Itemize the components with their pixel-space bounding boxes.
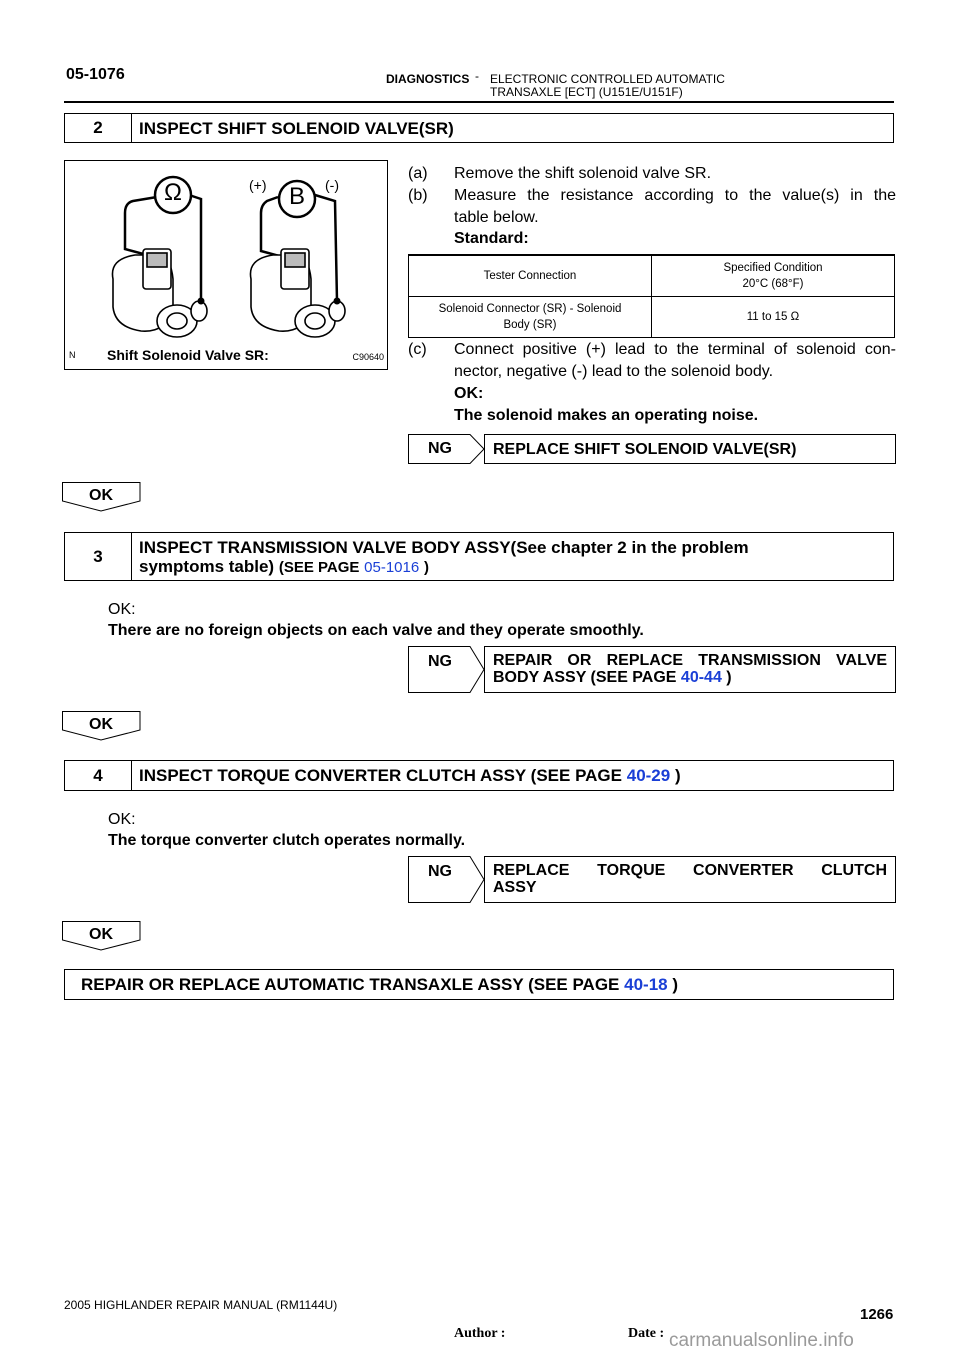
table-row <box>409 297 895 338</box>
table-header-cell <box>409 255 652 297</box>
step-a-text: Remove the shift solenoid valve SR. <box>454 165 712 182</box>
ng-result-step-4 <box>408 856 896 903</box>
close-paren: ) <box>672 975 679 994</box>
page-ref-link[interactable]: 40-18 <box>624 975 668 994</box>
figure-caption: Shift Solenoid Valve SR: <box>107 347 269 363</box>
header-dash: - <box>475 69 479 83</box>
header-title-line2: TRANSAXLE [ECT] (U151E/U151F) <box>490 85 683 99</box>
figure-code: C90640 <box>352 352 384 362</box>
cell-resistance-value: 11 to 15 Ω <box>746 311 800 323</box>
page-ref-link[interactable]: 40-29 <box>626 766 671 785</box>
ng-action-text: REPLACE SHIFT SOLENOID VALVE(SR) <box>484 434 896 464</box>
ng-action-line2 <box>493 669 887 686</box>
step-a-label: (a) <box>408 165 428 182</box>
ok-tab <box>62 482 142 512</box>
step-c-label: (c) <box>408 341 427 358</box>
close-paren: ) <box>674 766 681 785</box>
positive-label: (+) <box>249 177 267 193</box>
step-c-text-line2: nector, negative (-) lead to the solenoid body. <box>454 363 774 380</box>
final-action-text: REPAIR OR REPLACE AUTOMATIC TRANSAXLE ASSY (SEE PAGE <box>81 975 620 994</box>
ok-text: There are no foreign objects on each valve and they operate smoothly. <box>108 622 644 639</box>
ng-action-line2-text: BODY ASSY (SEE PAGE <box>493 669 677 686</box>
ng-result-step-3 <box>408 646 896 693</box>
author-label: Author : <box>454 1326 506 1341</box>
section-name: DIAGNOSTICS <box>386 72 470 86</box>
header-rule <box>64 101 894 103</box>
table-cell <box>652 297 895 338</box>
ok-tab-label: OK <box>89 926 113 943</box>
ng-action-text <box>484 856 896 903</box>
ok-label: OK: <box>108 811 136 828</box>
header-temperature: 20°C (68°F) <box>742 278 804 290</box>
step-title <box>139 533 885 580</box>
step-b-text-line2: table below. <box>454 209 539 226</box>
step-number: 3 <box>65 533 132 580</box>
step-c-text-line1: Connect positive (+) lead to the terminal of solenoid con- <box>454 341 896 358</box>
page-ref-link[interactable]: 40-44 <box>680 669 722 686</box>
step-title-line1: INSPECT TRANSMISSION VALVE BODY ASSY(See chapter 2 in the problem <box>139 538 749 557</box>
ng-result-step-2 <box>408 434 896 464</box>
figure-corner-letter: N <box>69 350 76 360</box>
table-header-cell <box>652 255 895 297</box>
resistance-table <box>408 254 895 338</box>
watermark: carmanualsonline.info <box>669 1330 854 1351</box>
standard-label: Standard: <box>454 230 529 247</box>
step-2-header <box>64 113 894 143</box>
ok-text: The solenoid makes an operating noise. <box>454 407 759 424</box>
step-4-header <box>64 760 894 791</box>
ng-label: NG <box>428 863 452 880</box>
ng-label: NG <box>428 653 452 670</box>
step-3-header <box>64 532 894 581</box>
cell-connection-line2: Body (SR) <box>503 319 557 331</box>
step-b-text-line1: Measure the resistance according to the value(s) in the <box>454 187 896 204</box>
ok-label: OK: <box>454 385 484 402</box>
ok-tab-label: OK <box>89 487 113 504</box>
ng-action-line1: REPAIR OR REPLACE TRANSMISSION VALVE <box>493 652 887 669</box>
step-number: 4 <box>65 761 132 790</box>
header-tester-connection: Tester Connection <box>483 270 577 282</box>
final-action-box <box>64 969 894 1000</box>
page-number: 1266 <box>860 1306 894 1323</box>
cell-connection-line1: Solenoid Connector (SR) - Solenoid <box>438 303 622 315</box>
step-title-line2-text: symptoms table) <box>139 557 275 576</box>
header-title-line1: ELECTRONIC CONTROLLED AUTOMATIC <box>490 72 725 86</box>
step-title-line2 <box>139 557 885 577</box>
ok-label: OK: <box>108 601 136 618</box>
ok-tab <box>62 921 142 951</box>
solenoid-figure <box>64 160 388 370</box>
close-paren: ) <box>726 669 732 686</box>
ng-action-line2: ASSY <box>493 879 537 896</box>
table-header-row <box>409 255 895 297</box>
table-cell <box>409 297 652 338</box>
see-page-text: (SEE PAGE <box>278 559 360 576</box>
close-paren: ) <box>423 559 429 576</box>
header-specified-condition: Specified Condition <box>723 262 823 274</box>
ok-tab-label: OK <box>89 716 113 733</box>
step-number: 2 <box>65 114 132 142</box>
battery-symbol: B <box>288 183 305 210</box>
step-title <box>139 761 885 790</box>
negative-label: (-) <box>325 177 339 193</box>
manual-title: 2005 HIGHLANDER REPAIR MANUAL (RM1144U) <box>64 1298 338 1312</box>
step-title: INSPECT SHIFT SOLENOID VALVE(SR) <box>139 118 454 138</box>
step-title-text: INSPECT TORQUE CONVERTER CLUTCH ASSY (SEE PAGE <box>139 766 622 785</box>
step-b-label: (b) <box>408 187 428 204</box>
ohmmeter-symbol: Ω <box>164 179 182 206</box>
ng-action-text <box>484 646 896 693</box>
ok-text: The torque converter clutch operates normally. <box>108 832 466 849</box>
page-code: 05-1076 <box>66 66 125 83</box>
page-ref-link[interactable]: 05-1016 <box>364 559 420 576</box>
ng-action-line1: REPLACE TORQUE CONVERTER CLUTCH <box>493 862 887 879</box>
ng-label: NG <box>428 440 452 457</box>
ok-tab <box>62 711 142 741</box>
date-label: Date : <box>628 1326 665 1341</box>
